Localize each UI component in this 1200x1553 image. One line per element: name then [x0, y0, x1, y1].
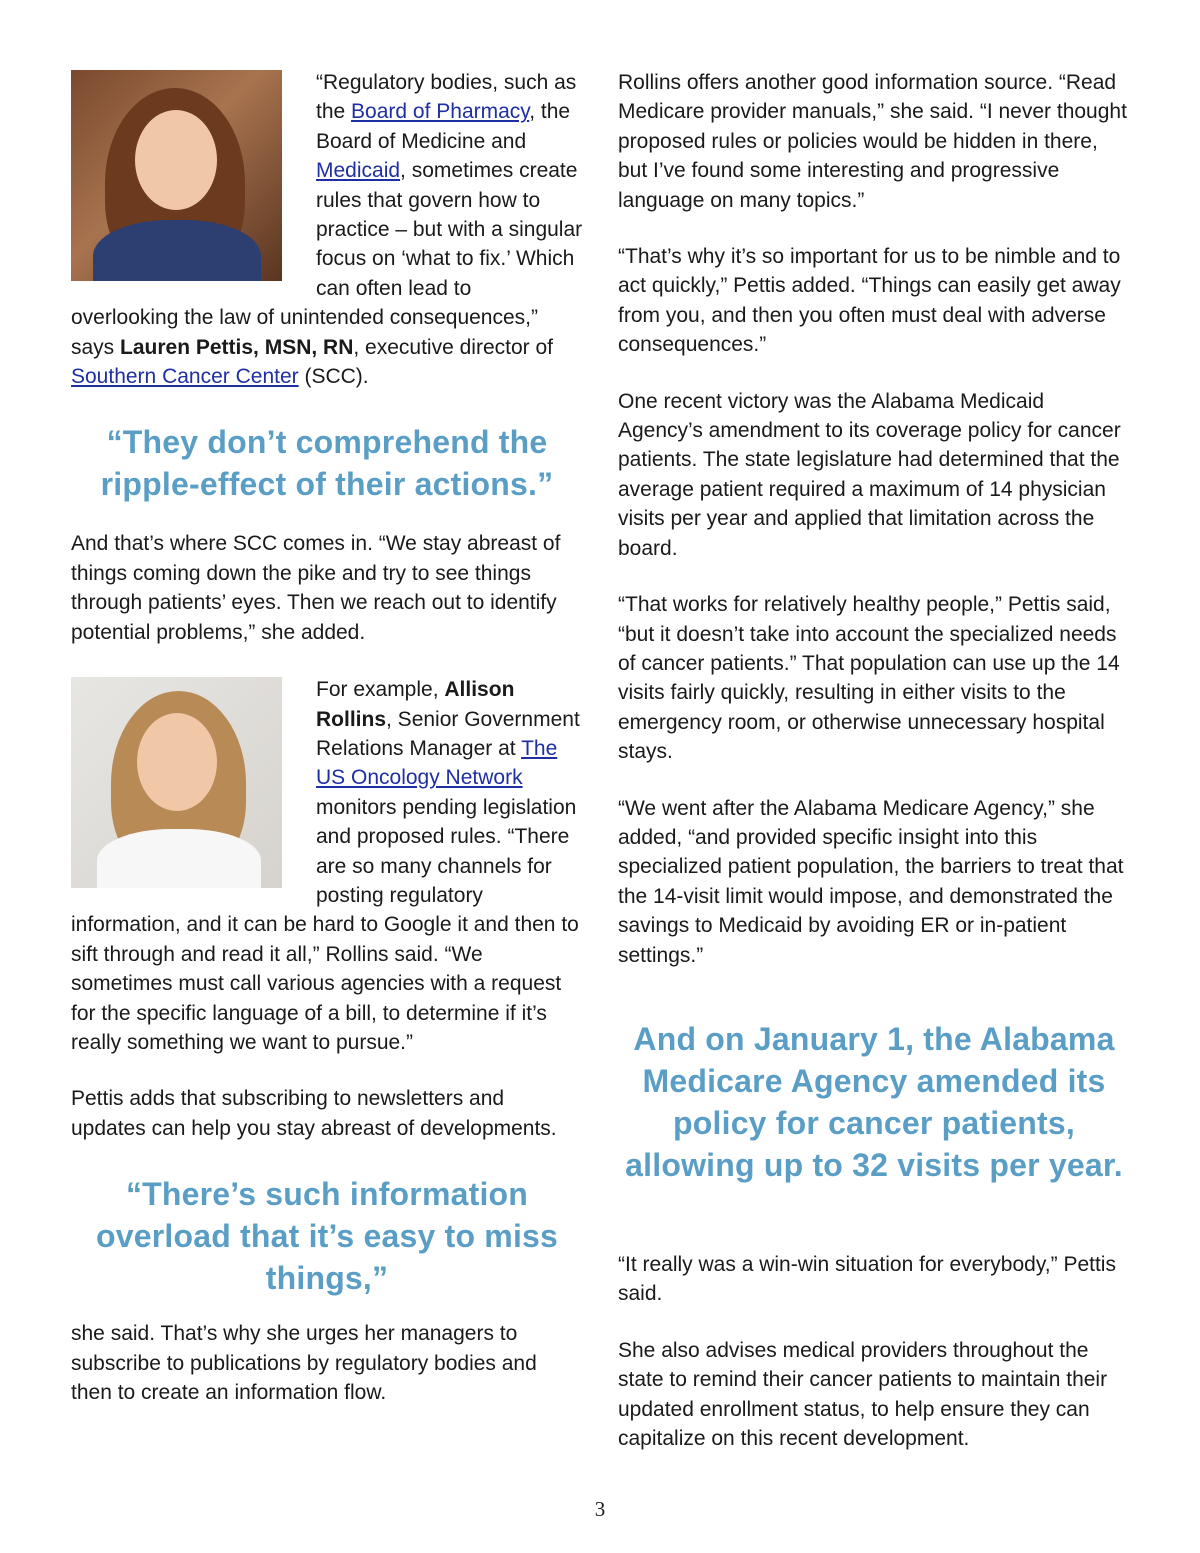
page-number: 3	[594, 1497, 606, 1521]
southern-cancer-center-link[interactable]: Southern Cancer Center	[71, 365, 299, 389]
scc-paragraph: And that’s where SCC comes in. “We stay abreast of things coming down the pike and try to see things through patients’ eyes. Then we reach out to identify potential problems,” she added.	[71, 532, 561, 644]
allison-rollins-photo	[71, 677, 282, 888]
pull-quote-ripple-effect: “They don’t comprehend the ripple-effect of their actions.”	[100, 424, 554, 503]
pull-quote-information-overload: “There’s such information overload that it’s easy to miss things,”	[95, 1176, 559, 1297]
information-flow-paragraph: she said. That’s why she urges her managers to subscribe to publications by regulatory bodies and then to create an information flow.	[71, 1322, 537, 1404]
newsletter-paragraph: Pettis adds that subscribing to newsletters and updates can help you stay abreast of developments.	[71, 1087, 557, 1140]
medicaid-link[interactable]: Medicaid	[316, 159, 401, 183]
advice-paragraph: She also advises medical providers throughout the state to remind their cancer patients to maintain their updated enrollment status, to help ensure they can capitalize on this recent development.	[618, 1338, 1108, 1450]
lauren-pettis-name: Lauren Pettis, MSN, RN	[120, 335, 354, 359]
right-column	[618, 68, 1130, 1480]
allison-rollins-name: Allison Rollins	[316, 678, 515, 731]
intro-paragraph: “Regulatory bodies, such as the Board of Pharmacy, the Board of Medicine and Medicaid, sometimes create rules that govern how to practice – but with a singular focus on ‘what to fix.’ Which can often lead to overlooking the law of unintended consequences,” says Lauren Pettis, MSN, RN, executive director of Southern Cancer Center (SCC).	[71, 71, 583, 389]
medicare-manuals-paragraph: Rollins offers another good information source. “Read Medicare provider manuals,” she said. “I never thought proposed rules or policies would be hidden in there, but I’ve found some interesting and progressive language on many topics.”	[618, 71, 1127, 212]
nimble-paragraph: “That’s why it’s so important for us to be nimble and to act quickly,” Pettis added. “Things can easily get away from you, and then you often must deal with adverse consequences.”	[618, 245, 1121, 357]
us-oncology-network-link[interactable]: The US Oncology Network	[316, 736, 558, 790]
medicare-agency-paragraph: “We went after the Alabama Medicare Agency,” she added, “and provided specific insight into this specialized patient population, the barriers to treat that the 14-visit limit would impose, and demonstrated the savings to Medicaid by avoiding ER or in-patient settings.”	[618, 796, 1124, 967]
rollins-paragraph: For example, Allison Rollins, Senior Government Relations Manager at The US Oncology Network monitors pending legislation and proposed rules. “There are so many channels for posting regulatory information, and it can be hard to Google it and then to sift through and read it all,” Rollins said. “We sometimes must call various agencies with a request for the specific language of a bill, to determine if it’s really something we want to pursue.”	[71, 678, 580, 1054]
healthy-people-paragraph: “That works for relatively healthy people,” Pettis said, “but it doesn’t take into account the specialized needs of cancer patients.” That population can use up the 14 visits fairly quickly, resulting in either visits to the emergency room, or otherwise unnecessary hospital stays.	[618, 593, 1120, 764]
medicaid-victory-paragraph: One recent victory was the Alabama Medicaid Agency’s amendment to its coverage policy for cancer patients. The state legislature had determined that the average patient required a maximum of 14 physician visits per year and applied that limitation across the board.	[618, 389, 1121, 560]
left-column	[71, 68, 583, 1434]
board-of-pharmacy-link[interactable]: Board of Pharmacy	[351, 100, 530, 124]
pull-quote-january-policy: And on January 1, the Alabama Medicare Agency amended its policy for cancer patients, allowing up to 32 visits per year.	[625, 1020, 1123, 1183]
win-win-paragraph: “It really was a win-win situation for everybody,” Pettis said.	[618, 1252, 1116, 1306]
lauren-pettis-photo	[71, 70, 282, 281]
